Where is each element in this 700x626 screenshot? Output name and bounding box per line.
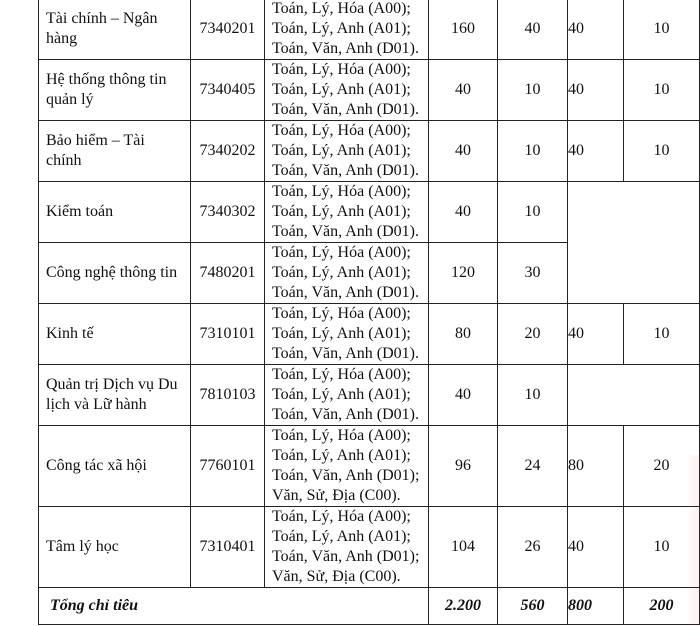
quota-cell-4: 20 — [624, 426, 700, 507]
subject-combination: Toán, Văn, Anh (D01); — [272, 548, 420, 565]
quota-cell-3: 40 — [568, 0, 624, 60]
subject-combination: Toán, Lý, Hóa (A00); — [272, 0, 411, 17]
subject-combination: Toán, Văn, Anh (D01); — [272, 467, 420, 484]
subject-combination: Toán, Lý, Anh (A01); — [272, 386, 411, 403]
subject-combination: Toán, Lý, Anh (A01); — [272, 142, 411, 159]
table-body — [39, 0, 700, 625]
quota-cell-4: 10 — [624, 0, 700, 60]
subject-combination: Toán, Lý, Anh (A01); — [272, 203, 411, 220]
admissions-table — [38, 0, 700, 625]
total-row — [39, 588, 700, 625]
total-quota-4: 200 — [624, 588, 700, 625]
quota-cell-2: 10 — [498, 365, 568, 426]
major-code-cell: 7340405 — [191, 60, 265, 121]
table-row — [39, 182, 700, 243]
subject-combination: Toán, Văn, Anh (D01). — [272, 40, 420, 57]
subject-combination: Toán, Lý, Anh (A01); — [272, 447, 411, 464]
quota-cell-3: 40 — [568, 507, 624, 588]
subject-combination: Toán, Lý, Hóa (A00); — [272, 427, 411, 444]
quota-cell-2: 30 — [498, 243, 568, 304]
quota-cell-3: 40 — [568, 304, 624, 365]
subject-combination: Toán, Văn, Anh (D01). — [272, 101, 420, 118]
subject-combination: Văn, Sử, Địa (C00). — [272, 487, 401, 504]
quota-cell-3: 40 — [568, 60, 624, 121]
subject-combination: Văn, Sử, Địa (C00). — [272, 568, 401, 585]
quota-cell-2: 10 — [498, 121, 568, 182]
quota-cell-3: 80 — [568, 426, 624, 507]
subject-combination: Toán, Lý, Anh (A01); — [272, 264, 411, 281]
total-label: Tổng chỉ tiêu — [39, 588, 429, 625]
table-row — [39, 121, 700, 182]
subject-combination: Toán, Lý, Hóa (A00); — [272, 366, 411, 383]
empty-quota-cell — [568, 182, 700, 243]
quota-cell-1: 40 — [429, 182, 498, 243]
quota-cell-1: 80 — [429, 304, 498, 365]
subject-combination: Toán, Lý, Anh (A01); — [272, 325, 411, 342]
quota-cell-2: 10 — [498, 182, 568, 243]
subject-combination: Toán, Lý, Anh (A01); — [272, 20, 411, 37]
subject-combination: Toán, Lý, Anh (A01); — [272, 81, 411, 98]
quota-cell-2: 20 — [498, 304, 568, 365]
subject-combination: Toán, Văn, Anh (D01). — [272, 345, 420, 362]
subject-combinations-cell — [265, 426, 429, 507]
subject-combination: Toán, Văn, Anh (D01). — [272, 162, 420, 179]
major-name-cell: Kiểm toán — [39, 182, 191, 243]
subject-combination: Toán, Lý, Hóa (A00); — [272, 61, 411, 78]
subject-combination: Toán, Lý, Anh (A01); — [272, 528, 411, 545]
subject-combinations-cell — [265, 60, 429, 121]
total-quota-1: 2.200 — [429, 588, 498, 625]
quota-cell-3: 40 — [568, 121, 624, 182]
quota-cell-2: 10 — [498, 60, 568, 121]
table-row — [39, 304, 700, 365]
subject-combinations-cell — [265, 243, 429, 304]
subject-combination: Toán, Lý, Hóa (A00); — [272, 305, 411, 322]
quota-cell-2: 40 — [498, 0, 568, 60]
quota-cell-2: 26 — [498, 507, 568, 588]
subject-combinations-cell — [265, 121, 429, 182]
quota-cell-1: 96 — [429, 426, 498, 507]
subject-combination: Toán, Lý, Hóa (A00); — [272, 183, 411, 200]
major-name-cell: Kinh tế — [39, 304, 191, 365]
major-code-cell: 7340302 — [191, 182, 265, 243]
total-quota-3: 800 — [568, 588, 624, 625]
major-code-cell: 7310101 — [191, 304, 265, 365]
major-code-cell: 7310401 — [191, 507, 265, 588]
table-row — [39, 426, 700, 507]
major-name-cell: Tài chính – Ngân hàng — [39, 0, 191, 60]
handwritten-margin-mark — [689, 470, 698, 620]
major-code-cell: 7480201 — [191, 243, 265, 304]
subject-combination: Toán, Văn, Anh (D01). — [272, 223, 420, 240]
subject-combination: Toán, Lý, Hóa (A00); — [272, 508, 411, 525]
quota-cell-1: 120 — [429, 243, 498, 304]
major-name-cell: Công nghệ thông tin — [39, 243, 191, 304]
quota-cell-1: 40 — [429, 121, 498, 182]
subject-combinations-cell — [265, 507, 429, 588]
major-name-cell: Hệ thống thông tin quản lý — [39, 60, 191, 121]
table-row — [39, 365, 700, 426]
quota-cell-4: 10 — [624, 121, 700, 182]
major-name-cell: Công tác xã hội — [39, 426, 191, 507]
subject-combination: Toán, Văn, Anh (D01). — [272, 284, 420, 301]
empty-quota-cell — [568, 365, 700, 426]
major-name-cell: Quản trị Dịch vụ Du lịch và Lữ hành — [39, 365, 191, 426]
total-quota-2: 560 — [498, 588, 568, 625]
subject-combinations-cell — [265, 365, 429, 426]
quota-cell-1: 160 — [429, 0, 498, 60]
table-row — [39, 60, 700, 121]
table-row — [39, 0, 700, 60]
quota-cell-1: 104 — [429, 507, 498, 588]
quota-cell-1: 40 — [429, 60, 498, 121]
subject-combinations-cell — [265, 182, 429, 243]
major-code-cell: 7760101 — [191, 426, 265, 507]
subject-combinations-cell — [265, 0, 429, 60]
subject-combination: Toán, Văn, Anh (D01). — [272, 406, 420, 423]
table-row — [39, 507, 700, 588]
quota-cell-4: 10 — [624, 507, 700, 588]
quota-cell-2: 24 — [498, 426, 568, 507]
quota-cell-1: 40 — [429, 365, 498, 426]
subject-combination: Toán, Lý, Hóa (A00); — [272, 122, 411, 139]
table-row — [39, 243, 700, 304]
major-name-cell: Tâm lý học — [39, 507, 191, 588]
major-code-cell: 7810103 — [191, 365, 265, 426]
quota-cell-4: 10 — [624, 60, 700, 121]
major-name-cell: Bảo hiểm – Tài chính — [39, 121, 191, 182]
quota-cell-4: 10 — [624, 304, 700, 365]
subject-combinations-cell — [265, 304, 429, 365]
major-code-cell: 7340201 — [191, 0, 265, 60]
subject-combination: Toán, Lý, Hóa (A00); — [272, 244, 411, 261]
empty-quota-cell — [568, 243, 700, 304]
major-code-cell: 7340202 — [191, 121, 265, 182]
